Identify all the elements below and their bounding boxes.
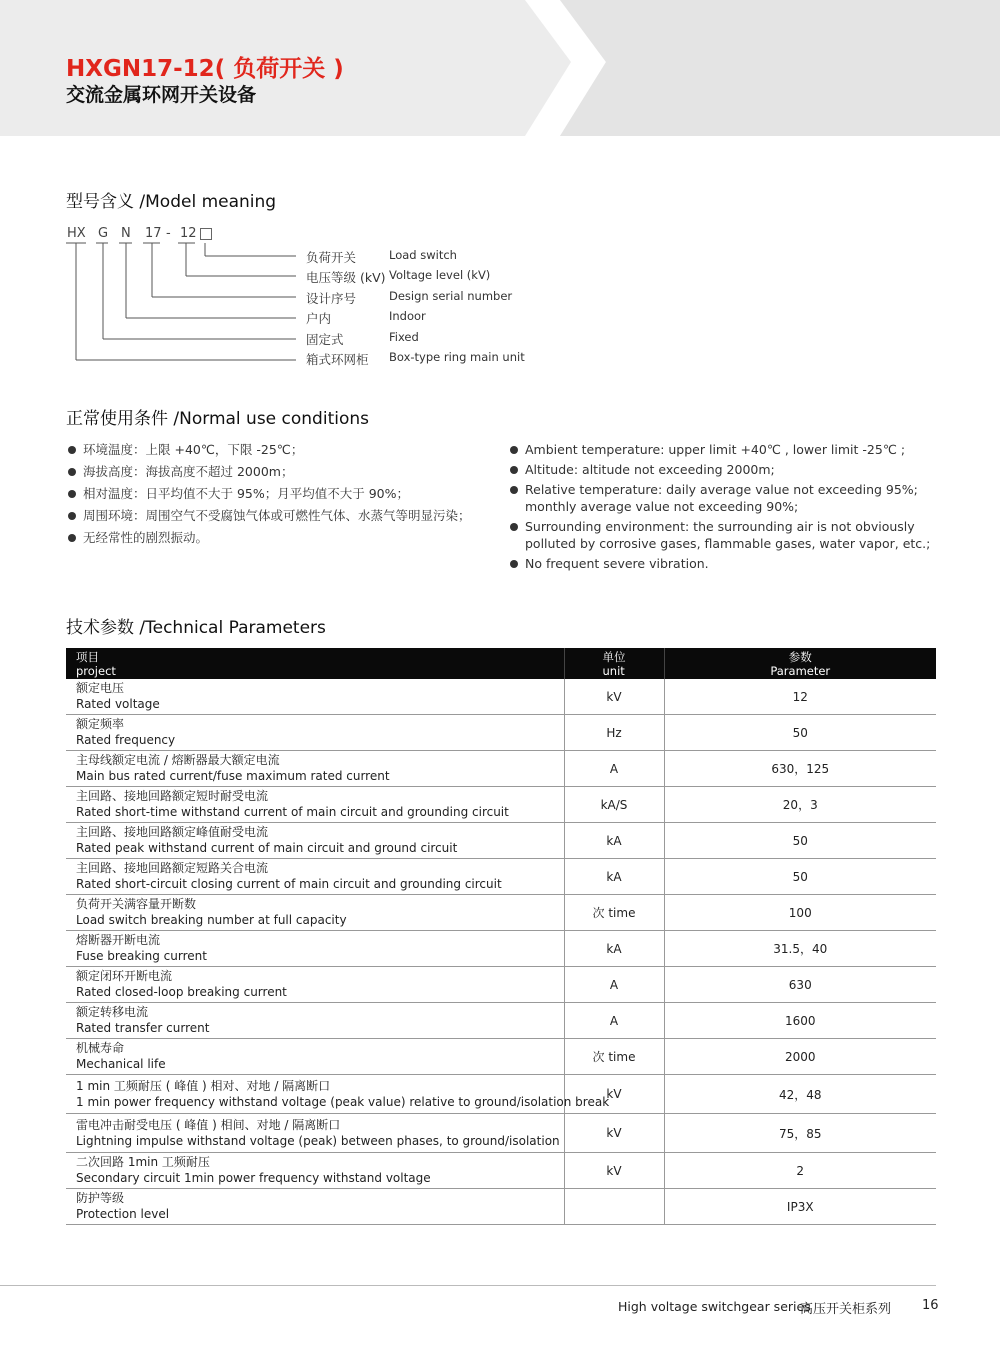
- cell-project: 二次回路 1min 工频耐压 Secondary circuit 1min power frequency withstand voltage: [66, 1153, 564, 1189]
- cell-project: 机械寿命 Mechanical life: [66, 1039, 564, 1075]
- cell-parameter: 50: [664, 823, 936, 859]
- table-row: [66, 1153, 936, 1189]
- cell-project: 主回路、接地回路额定短时耐受电流 Rated short-time withstand current of main circuit and grounding circuit: [66, 787, 564, 823]
- code-part-hx: HX: [67, 226, 86, 241]
- page-subtitle: 交流金属环网开关设备: [66, 84, 257, 106]
- cell-unit: 次 time: [564, 895, 664, 931]
- list-item: 相对温度：日平均值不大于 95%；月平均值不大于 90%；: [68, 485, 488, 507]
- table-header-row: [66, 648, 936, 679]
- cell-unit: kA: [564, 823, 664, 859]
- cell-project: 负荷开关满容量开断数 Load switch breaking number at full capacity: [66, 895, 564, 931]
- code-part-n: N: [121, 226, 131, 241]
- list-item: 环境温度：上限 +40℃，下限 -25℃；: [68, 441, 488, 463]
- column-header-project: 项目 project: [66, 648, 564, 679]
- cell-parameter: IP3X: [664, 1189, 936, 1225]
- model-meaning-heading: 型号含义 /Model meaning: [66, 192, 277, 212]
- table-row: [66, 823, 936, 859]
- list-item: Altitude: altitude not exceeding 2000m;: [510, 461, 940, 478]
- cell-project: 额定频率 Rated frequency: [66, 715, 564, 751]
- footer-divider: [0, 1285, 936, 1286]
- cell-unit: kA: [564, 859, 664, 895]
- model-item-en: Load switch: [389, 248, 457, 262]
- table-row: [66, 751, 936, 787]
- tech-params-table: [66, 648, 936, 1225]
- cell-parameter: 630: [664, 967, 936, 1003]
- model-item-en: Voltage level (kV): [389, 268, 491, 282]
- table-row: [66, 1039, 936, 1075]
- table-row: [66, 679, 936, 715]
- list-item: Relative temperature: daily average value not exceeding 95%; monthly average value not exceeding 90%;: [510, 481, 940, 515]
- cell-project: 主回路、接地回路额定峰值耐受电流 Rated peak withstand current of main circuit and ground circuit: [66, 823, 564, 859]
- model-item-cn: 电压等级 (kV): [306, 270, 386, 285]
- cell-parameter: 75，85: [664, 1114, 936, 1153]
- tech-params-heading: 技术参数 /Technical Parameters: [66, 618, 326, 638]
- cell-parameter: 31.5，40: [664, 931, 936, 967]
- cell-project: 防护等级 Protection level: [66, 1189, 564, 1225]
- cell-unit: kV: [564, 1075, 664, 1114]
- cell-project: 额定转移电流 Rated transfer current: [66, 1003, 564, 1039]
- cell-unit: A: [564, 967, 664, 1003]
- code-part-17: 17: [145, 226, 162, 241]
- table-row: [66, 787, 936, 823]
- cell-unit: A: [564, 1003, 664, 1039]
- model-item-cn: 户内: [306, 311, 332, 326]
- cell-parameter: 100: [664, 895, 936, 931]
- model-item-en: Design serial number: [389, 289, 513, 303]
- list-item: 海拔高度：海拔高度不超过 2000m；: [68, 463, 488, 485]
- list-item: 无经常性的剧烈振动。: [68, 529, 488, 551]
- table-row: [66, 1003, 936, 1039]
- model-item-cn: 箱式环网柜: [306, 352, 369, 367]
- cell-parameter: 630，125: [664, 751, 936, 787]
- table-row: [66, 1114, 936, 1153]
- footer-series-cn: 高压开关柜系列: [800, 1302, 892, 1317]
- model-item-en: Indoor: [389, 309, 426, 323]
- table-row: [66, 715, 936, 751]
- cell-project: 1 min 工频耐压 ( 峰值 ) 相对、对地 / 隔离断口 1 min power frequency withstand voltage (peak value) relative to ground/isolation break: [66, 1075, 564, 1114]
- cell-parameter: 2: [664, 1153, 936, 1189]
- cell-project: 额定电压 Rated voltage: [66, 679, 564, 715]
- code-part-dash: -: [166, 226, 171, 241]
- column-header-unit: 单位 unit: [564, 648, 664, 679]
- table-row: [66, 1075, 936, 1114]
- cell-parameter: 50: [664, 859, 936, 895]
- model-item-cn: 设计序号: [306, 291, 357, 306]
- cell-parameter: 50: [664, 715, 936, 751]
- cell-unit: kA/S: [564, 787, 664, 823]
- cell-project: 额定闭环开断电流 Rated closed-loop breaking current: [66, 967, 564, 1003]
- list-item: Ambient temperature: upper limit +40℃ , lower limit -25℃ ;: [510, 441, 940, 458]
- cell-project: 熔断器开断电流 Fuse breaking current: [66, 931, 564, 967]
- cell-unit: kV: [564, 679, 664, 715]
- cell-project: 主回路、接地回路额定短路关合电流 Rated short-circuit closing current of main circuit and grounding circuit: [66, 859, 564, 895]
- conditions-heading: 正常使用条件 /Normal use conditions: [66, 409, 369, 429]
- list-item: Surrounding environment: the surrounding air is not obviously polluted by corrosive gases, flammable gases, water vapor, etc.;: [510, 518, 940, 552]
- footer-series-en: High voltage switchgear series: [618, 1299, 811, 1314]
- cell-project: 主母线额定电流 / 熔断器最大额定电流 Main bus rated current/fuse maximum rated current: [66, 751, 564, 787]
- cell-parameter: 20，3: [664, 787, 936, 823]
- conditions-list-cn: [68, 441, 488, 551]
- cell-unit: kA: [564, 931, 664, 967]
- code-part-12: 12: [180, 226, 197, 241]
- model-item-cn: 负荷开关: [306, 250, 357, 265]
- cell-unit: A: [564, 751, 664, 787]
- table-row: [66, 931, 936, 967]
- model-item-cn: 固定式: [306, 332, 344, 347]
- cell-parameter: 1600: [664, 1003, 936, 1039]
- list-item: 周围环境：周围空气不受腐蚀气体或可燃性气体、水蒸气等明显污染；: [68, 507, 488, 529]
- model-item-en: Box-type ring main unit: [389, 350, 525, 364]
- code-part-g: G: [98, 226, 109, 241]
- table-row: [66, 859, 936, 895]
- cell-unit: kV: [564, 1153, 664, 1189]
- cell-parameter: 2000: [664, 1039, 936, 1075]
- table-row: [66, 1189, 936, 1225]
- cell-unit: Hz: [564, 715, 664, 751]
- model-item-en: Fixed: [389, 330, 419, 344]
- cell-unit: 次 time: [564, 1039, 664, 1075]
- cell-unit: kV: [564, 1114, 664, 1153]
- column-header-parameter: 参数 Parameter: [664, 648, 936, 679]
- table-row: [66, 895, 936, 931]
- cell-parameter: 42，48: [664, 1075, 936, 1114]
- cell-project: 雷电冲击耐受电压 ( 峰值 ) 相间、对地 / 隔离断口 Lightning impulse withstand voltage (peak) between phases, to ground/isolation: [66, 1114, 564, 1153]
- cell-unit: [564, 1189, 664, 1225]
- list-item: No frequent severe vibration.: [510, 555, 940, 572]
- table-row: [66, 967, 936, 1003]
- cell-parameter: 12: [664, 679, 936, 715]
- conditions-list-en: [510, 441, 940, 575]
- page-number: 16: [922, 1298, 939, 1313]
- page-title: HXGN17-12( 负荷开关 ): [66, 56, 344, 82]
- square-box-icon: [200, 228, 212, 240]
